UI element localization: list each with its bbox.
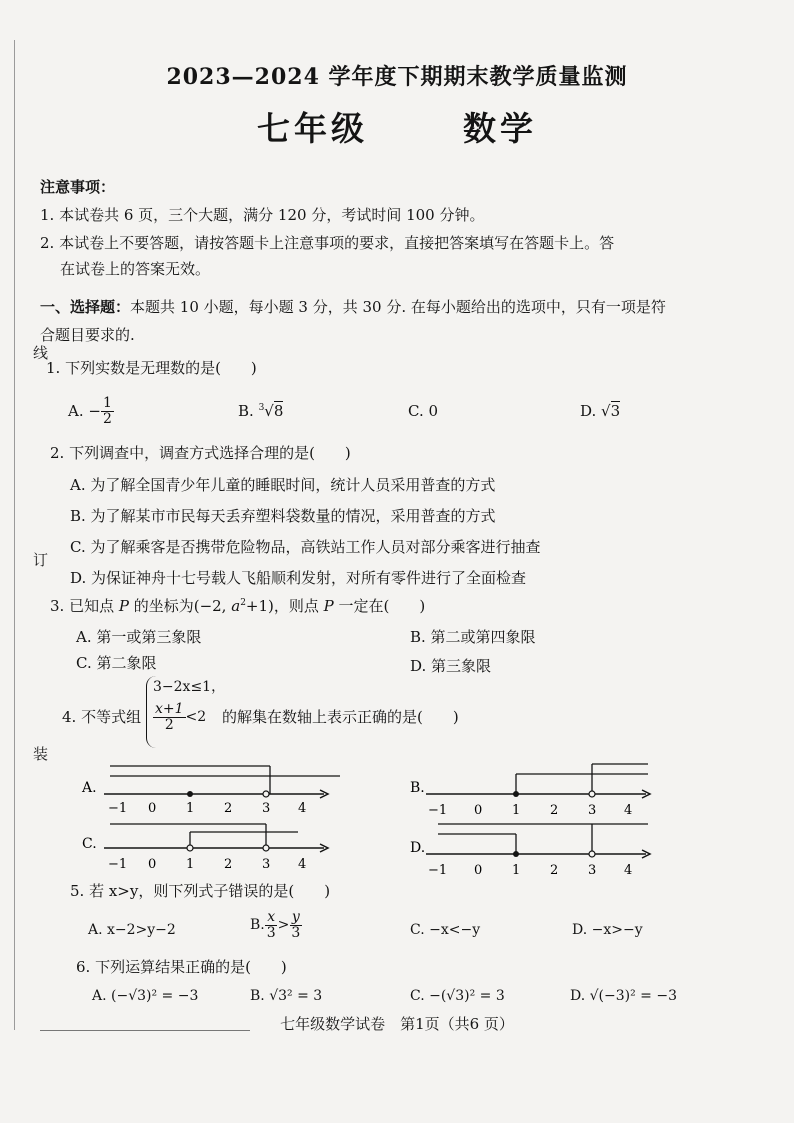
q4-a-tick: −1 [108,801,128,816]
q4-b-tick: 1 [512,803,521,818]
q2-option-a: A. 为了解全国青少年儿童的睡眠时间，统计人员采用普查的方式 [70,476,496,494]
q4-number-line-b [408,760,658,822]
q1-a-denominator: 2 [102,410,112,427]
q3-option-d: D. 第三象限 [410,657,492,675]
q4-label-c: C. [82,836,97,852]
notice-item-1: 1. 本试卷共 6 页，三个大题，满分 120 分，考试时间 100 分钟。 [40,206,485,224]
q4-a-tick: 0 [148,801,157,816]
q4-d-tick: 2 [550,863,559,878]
q3-option-c: C. 第二象限 [76,654,157,672]
q5-b-den-1: 3 [266,924,276,941]
q4-c-tick: 2 [224,857,233,872]
q4-fraction [153,702,186,732]
q4-a-tick: 4 [298,801,307,816]
q4-c-open-dot-2 [263,845,269,851]
q1-d-prefix: D. [580,402,602,420]
q1-b-root-index: 3 [258,403,265,413]
q6-option-a: A. (−√3)² = −3 [92,988,199,1004]
q4-number-line-d [408,820,658,882]
q4-b-open-dot [589,791,595,797]
q4-c-tick: −1 [108,857,128,872]
subject-label: 数学 [463,109,537,148]
q2-option-b: B. 为了解某市市民每天丢弃塑料袋数量的情况，采用普查的方式 [70,507,496,525]
q3-stem-part-3: +1)，则点 [245,597,324,615]
q5-b-num-1: x [267,909,276,925]
q1-option-b: B. $^3$√8 [238,402,284,420]
q3-option-b: B. 第二或第四象限 [410,628,536,646]
q4-inequality-2 [153,702,225,732]
q3-exponent: 2 [240,598,246,608]
q3-var-a: a [231,597,241,615]
q6-option-c: C. −(√3)² = 3 [410,988,505,1004]
q1-option-a-fraction [101,396,114,426]
q4-b-tick: 0 [474,803,483,818]
q5-option-d: D. −x>−y [572,922,643,938]
q4-a-tick: 2 [224,801,233,816]
q1-b-prefix: B. [238,402,259,420]
binding-mark-line: 线 [31,345,49,360]
q4-d-tick: 0 [474,863,483,878]
q1-option-a [68,396,114,426]
q4-b-tick: 4 [624,803,633,818]
q4-inequality-1: 3−2x≤1， [153,679,226,695]
q2-option-c: C. 为了解乘客是否携带危险物品，高铁站工作人员对部分乘客进行抽查 [70,538,541,556]
q4-a-solid-dot [187,791,193,797]
q5-b-gt: > [277,917,290,934]
q6-stem: 6. 下列运算结果正确的是( ) [76,958,287,976]
q5-b-fraction-2 [289,910,302,940]
q4-number-line-c [80,818,340,880]
q3-point-p-2: P [323,597,334,615]
q3-stem-part-4: 一定在( ) [333,597,426,615]
q4-d-tick: 1 [512,863,521,878]
q4-frac-numerator: x+1 [155,701,184,717]
q4-inequality-system [146,676,225,748]
q4-label-a: A. [82,780,97,796]
q6-option-b: B. √3² = 3 [250,988,323,1004]
q5-stem: 5. 若 x>y，则下列式子错误的是( ) [70,882,331,900]
q6-option-d: D. √(−3)² = −3 [570,988,677,1004]
q4-c-tick: 1 [186,857,195,872]
exam-subtitle [0,103,794,150]
section-1-label: 一、选择题： [40,298,131,316]
q2-option-d: D. 为保证神舟十七号载人飞船顺利发射，对所有零件进行了全面检查 [70,569,527,587]
q3-stem [50,595,425,616]
q4-b-solid-dot [513,791,519,797]
q1-b-radicand: 8 [273,402,284,420]
q4-b-tick: −1 [428,803,448,818]
q4-d-tick: −1 [428,863,448,878]
q1-option-a-prefix: A. − [68,402,101,421]
q4-less-than: <2 [185,709,207,726]
q1-option-c: C. 0 [408,402,439,420]
notice-item-2-cont: 在试卷上的答案无效。 [60,260,211,278]
q4-stem-tail: 的解集在数轴上表示正确的是( ) [222,708,459,726]
section-1-heading [40,296,666,317]
q4-label-d: D. [410,840,426,856]
binding-mark-ding: 订 [31,552,49,567]
binding-mark-zhuang: 装 [31,746,49,761]
q5-option-b [250,910,302,940]
q4-b-tick: 2 [550,803,559,818]
q5-option-a: A. x−2>y−2 [88,922,176,938]
q5-b-fraction-1 [265,910,278,940]
q2-stem: 2. 下列调查中，调查方式选择合理的是( ) [50,444,351,462]
q5-b-prefix: B. [250,917,265,934]
q4-d-open-dot [589,851,595,857]
q5-b-num-2: y [291,909,300,925]
q4-frac-denominator: 2 [164,716,174,733]
q4-number-line-a [80,756,340,818]
q4-a-open-dot [263,791,269,797]
q1-stem: 1. 下列实数是无理数的是( ) [46,359,257,377]
notice-item-2: 2. 本试卷上不要答题，请按答题卡上注意事项的要求，直接把答案填写在答题卡上。答 [40,234,615,252]
q4-number: 4. 不等式组 [62,708,142,726]
q4-c-open-dot-1 [187,845,193,851]
q4-d-solid-dot [513,851,519,857]
q4-c-tick: 3 [262,857,271,872]
q1-a-numerator: 1 [102,395,112,411]
q3-point-p: P [118,597,129,615]
q3-option-a: A. 第一或第三象限 [76,628,202,646]
q3-stem-part-1: 3. 已知点 [50,597,119,615]
notice-heading: 注意事项： [40,178,116,196]
q4-c-tick: 0 [148,857,157,872]
q5-b-den-2: 3 [291,924,301,941]
page-footer: 七年级数学试卷 第1页（共6 页） [280,1015,514,1033]
binding-line [14,40,15,1030]
grade-label: 七年级 [257,109,368,148]
q4-c-tick: 4 [298,857,307,872]
q5-option-c: C. −x<−y [410,922,481,938]
q4-a-tick: 1 [186,801,195,816]
q4-a-tick: 3 [262,801,271,816]
section-1-desc-cont: 合题目要求的. [40,326,135,344]
q3-stem-part-2: 的坐标为(−2, [128,597,232,615]
q4-d-tick: 3 [588,863,597,878]
q4-d-tick: 4 [624,863,633,878]
section-1-desc: 本题共 10 小题，每小题 3 分，共 30 分. 在每小题给出的选项中，只有一项是符 [130,298,666,316]
q1-option-d: D. √3 [580,402,621,420]
q1-d-radicand: 3 [610,402,621,420]
exam-title: 2023—2024 学年度下期期末教学质量监测 [166,64,628,90]
q4-b-tick: 3 [588,803,597,818]
q4-label-b: B. [410,780,425,796]
